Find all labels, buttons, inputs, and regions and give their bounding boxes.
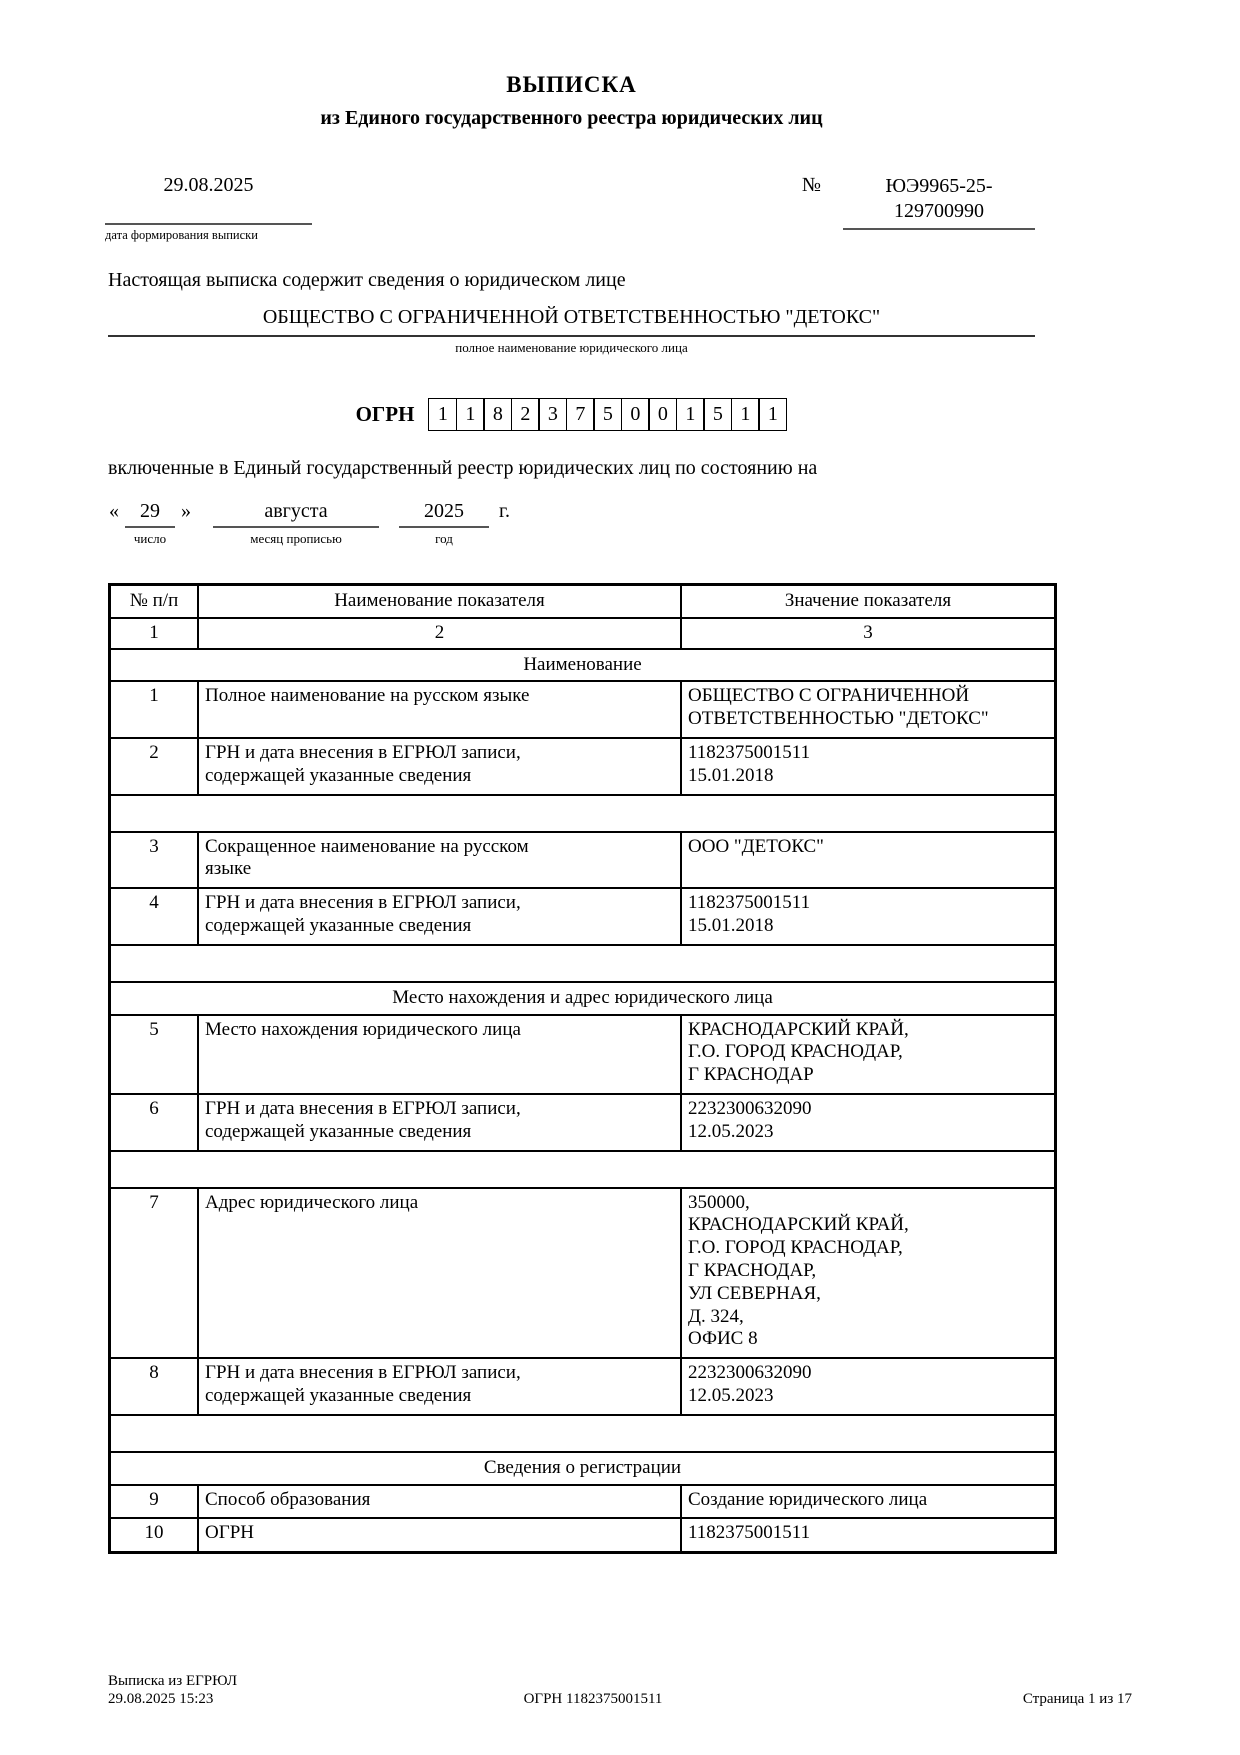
ogrn-digit-12: 1 [731,398,760,431]
formation-date-caption: дата формирования выписки [105,228,258,242]
month-group [213,498,379,547]
footer-page-number: Страница 1 из 17 [1022,1691,1132,1708]
ogrn-row [108,398,1035,431]
table-row-10 [110,1518,1056,1552]
empty-row [110,1415,1056,1452]
footer-left [108,1672,408,1709]
date-in-words-row [103,498,1035,547]
row-number: 6 [110,1094,199,1151]
day-caption: число [133,531,167,546]
indicator-name: Сокращенное наименование на русском языке [198,832,681,889]
indicator-value: 1182375001511 15.01.2018 [681,738,1056,795]
ogrn-digit-3: 8 [483,398,512,431]
ogrn-digit-4: 2 [511,398,540,431]
document-content [105,0,1035,1554]
ogrn-digit-13: 1 [758,398,787,431]
table-row-8 [110,1358,1056,1415]
section-title: Сведения о регистрации [110,1452,1056,1485]
extract-number-box [843,174,1035,230]
ogrn-digit-boxes [428,398,787,431]
register-table [108,583,1057,1554]
company-full-name: ОБЩЕСТВО С ОГРАНИЧЕННОЙ ОТВЕТСТВЕННОСТЬЮ "ДЕТОКС" [262,306,881,328]
quote-close: » [181,500,191,522]
indicator-name: Полное наименование на русском языке [198,681,681,738]
date-number-row [105,174,1035,243]
extract-number-line2: 129700990 [894,200,984,222]
column-header-name: Наименование показателя [198,585,681,618]
row-number: 3 [110,832,199,889]
extract-number-block [802,174,1035,243]
statement-text: Настоящая выписка содержит сведения о юридическом лице [108,269,626,291]
month-value: августа [213,498,379,528]
ogrn-digit-9: 0 [648,398,677,431]
row-number: 7 [110,1188,199,1359]
ogrn-digit-10: 1 [676,398,705,431]
table-row-2 [110,738,1056,795]
indicator-name: ГРН и дата внесения в ЕГРЮЛ записи, содержащей указанные сведения [198,1358,681,1415]
row-number: 10 [110,1518,199,1552]
empty-cell [110,795,1056,832]
column-number-1: 1 [110,618,199,649]
table-row-7 [110,1188,1056,1359]
indicator-name: Адрес юридического лица [198,1188,681,1359]
section-title: Место нахождения и адрес юридического лица [110,982,1056,1015]
ogrn-digit-2: 1 [456,398,485,431]
section-row [110,982,1056,1015]
empty-cell [110,1151,1056,1188]
indicator-name: ГРН и дата внесения в ЕГРЮЛ записи, содержащей указанные сведения [198,738,681,795]
empty-cell [110,945,1056,982]
section-row [110,649,1056,682]
indicator-name: Место нахождения юридического лица [198,1015,681,1094]
table-header-row [110,585,1056,618]
ogrn-digit-8: 0 [621,398,650,431]
row-number: 5 [110,1015,199,1094]
year-value: 2025 [399,498,489,528]
table-row-9 [110,1485,1056,1519]
row-number: 4 [110,888,199,945]
empty-row [110,945,1056,982]
year-suffix: г. [499,500,510,522]
indicator-value: 2232300632090 12.05.2023 [681,1358,1056,1415]
company-name-caption: полное наименование юридического лица [455,340,688,355]
ogrn-digit-11: 5 [703,398,732,431]
ogrn-digit-1: 1 [428,398,457,431]
indicator-name: ГРН и дата внесения в ЕГРЮЛ записи, содержащей указанные сведения [198,888,681,945]
ogrn-label: ОГРН [355,402,415,426]
formation-date: 29.08.2025 [163,174,254,196]
table-row-4 [110,888,1056,945]
row-number: 1 [110,681,199,738]
indicator-value: 2232300632090 12.05.2023 [681,1094,1056,1151]
empty-row [110,795,1056,832]
column-number-3: 3 [681,618,1056,649]
footer-timestamp: 29.08.2025 15:23 [108,1691,214,1708]
row-number: 9 [110,1485,199,1519]
column-header-num: № п/п [110,585,199,618]
ogrn-digit-5: 3 [538,398,567,431]
month-caption: месяц прописью [250,531,342,546]
table-row-5 [110,1015,1056,1094]
footer-doc-type: Выписка из ЕГРЮЛ [108,1673,237,1689]
day-value: 29 [125,498,175,528]
year-caption: год [435,531,453,546]
indicator-value: 350000, КРАСНОДАРСКИЙ КРАЙ, Г.О. ГОРОД КРАСНОДАР, Г КРАСНОДАР, УЛ СЕВЕРНАЯ, Д. 324, ОФИС 8 [681,1188,1056,1359]
section-title: Наименование [110,649,1056,682]
document-title: ВЫПИСКА [506,72,637,97]
empty-row [110,1151,1056,1188]
indicator-name: ОГРН [198,1518,681,1552]
page-footer [0,1672,1240,1709]
indicator-value: 1182375001511 15.01.2018 [681,888,1056,945]
quote-open: « [109,500,119,522]
year-group [399,498,489,547]
row-number: 2 [110,738,199,795]
table-row-3 [110,832,1056,889]
indicator-name: Способ образования [198,1485,681,1519]
column-numbers-row [110,618,1056,649]
indicator-value: Создание юридического лица [681,1485,1056,1519]
indicator-value: КРАСНОДАРСКИЙ КРАЙ, Г.О. ГОРОД КРАСНОДАР, Г КРАСНОДАР [681,1015,1056,1094]
footer-ogrn: ОГРН 1182375001511 [523,1691,663,1708]
formation-date-block [105,174,312,243]
indicator-value: 1182375001511 [681,1518,1056,1552]
number-sign: № [801,174,821,196]
section-row [110,1452,1056,1485]
table-row-6 [110,1094,1056,1151]
row-number: 8 [110,1358,199,1415]
register-table-head [110,585,1056,649]
empty-cell [110,1415,1056,1452]
indicator-value: ООО "ДЕТОКС" [681,832,1056,889]
extract-number [843,174,1035,230]
ogrn-digit-6: 7 [566,398,595,431]
included-text: включенные в Единый государственный реестр юридических лиц по состоянию на [108,457,818,479]
table-row-1 [110,681,1056,738]
column-number-2: 2 [198,618,681,649]
column-header-value: Значение показателя [681,585,1056,618]
ogrn-digit-7: 5 [593,398,622,431]
register-table-body [110,649,1056,1553]
indicator-value: ОБЩЕСТВО С ОГРАНИЧЕННОЙ ОТВЕТСТВЕННОСТЬЮ "ДЕТОКС" [681,681,1056,738]
extract-number-line1: ЮЭ9965-25- [885,175,993,197]
indicator-name: ГРН и дата внесения в ЕГРЮЛ записи, содержащей указанные сведения [198,1094,681,1151]
day-group [125,498,175,547]
document-subtitle: из Единого государственного реестра юридических лиц [320,107,823,129]
company-name-underline [108,306,1035,337]
